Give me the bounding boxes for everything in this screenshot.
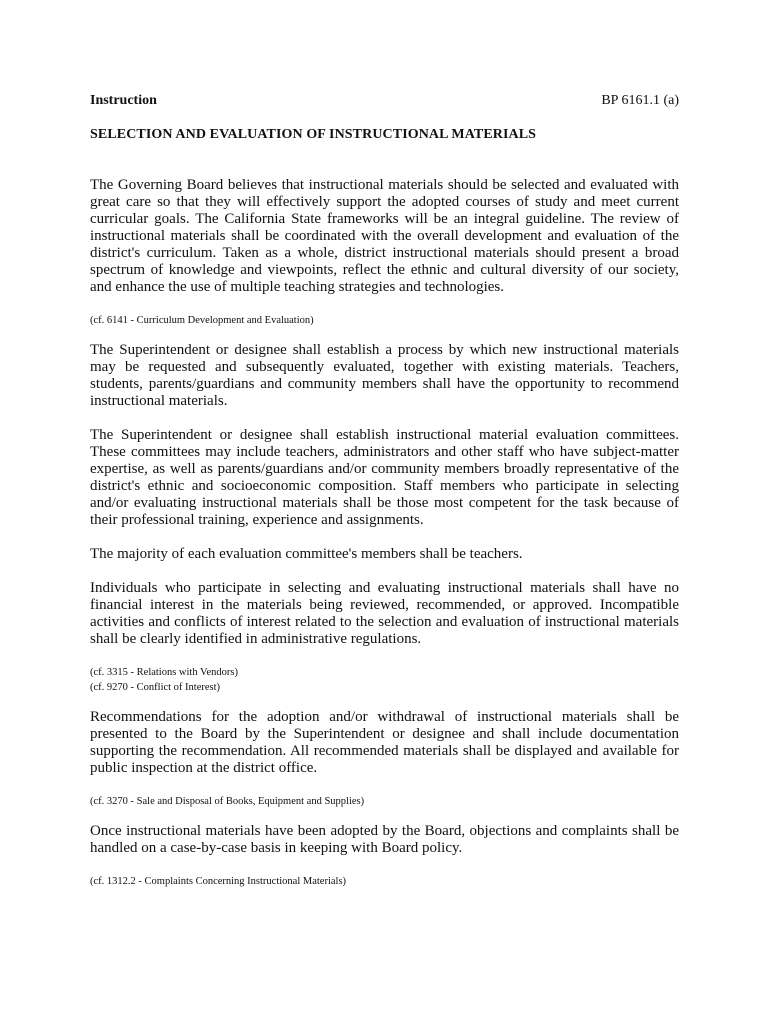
- paragraph-complaints: Once instructional materials have been adopted by the Board, objections and complaints shall be handled on a case-by-case basis in keeping with Board policy.: [90, 823, 679, 856]
- paragraph-recommendations: Recommendations for the adoption and/or withdrawal of instructional materials shall be presented to the Board by the Superintendent or designee and shall include documentation supporting the recommendation. All recommended materials shall be displayed and available for public inspection at the district office.: [90, 709, 679, 776]
- reference-curriculum: [90, 313, 679, 328]
- document-title: SELECTION AND EVALUATION OF INSTRUCTIONAL MATERIALS: [90, 127, 537, 142]
- policy-page: [90, 92, 679, 889]
- section-label: Instruction: [90, 93, 157, 108]
- reference-line: (cf. 3270 - Sale and Disposal of Books, Equipment and Supplies): [90, 796, 365, 807]
- reference-sale-disposal: [90, 794, 679, 809]
- reference-complaints: [90, 874, 679, 889]
- paragraph-majority-teachers: The majority of each evaluation committee's members shall be teachers.: [90, 546, 523, 562]
- paragraph-committees: The Superintendent or designee shall establish instructional material evaluation committees. These committees may include teachers, administrators and other staff who have subject-matter expertise, as well as parents/guardians and/or community members broadly representative of the district's ethnic and socioeconomic composition. Staff members who participate in selecting and/or evaluating instructional materials shall be those most competent for the task because of their professional training, experience and assignments.: [90, 427, 679, 528]
- paragraph-request-process: The Superintendent or designee shall establish a process by which new instructional materials may be requested and subsequently evaluated, together with existing materials. Teachers, students, parents/guardians and community members shall have the opportunity to recommend instructional materials.: [90, 342, 679, 409]
- reference-line: (cf. 9270 - Conflict of Interest): [90, 682, 221, 693]
- paragraph-financial-interest: Individuals who participate in selecting and evaluating instructional materials shall have no financial interest in the materials being reviewed, recommended, or approved. Incompatible activities and conflicts of interest related to the selection and evaluation of instructional materials shall be clearly identified in administrative regulations.: [90, 580, 679, 647]
- reference-line: (cf. 3315 - Relations with Vendors): [90, 667, 238, 678]
- reference-line: (cf. 1312.2 - Complaints Concerning Instructional Materials): [90, 876, 347, 887]
- policy-code: BP 6161.1 (a): [601, 93, 679, 108]
- page-header: [90, 92, 679, 109]
- paragraph-board-beliefs: The Governing Board believes that instructional materials should be selected and evaluated with great care so that they will effectively support the adopted courses of study and meet current curricular goals. The California State frameworks will be an integral guideline. The review of instructional materials shall be coordinated with the overall development and evaluation of the district's curriculum. Taken as a whole, district instructional materials should present a broad spectrum of knowledge and viewpoints, reflect the ethnic and cultural diversity of our society, and enhance the use of multiple teaching strategies and technologies.: [90, 177, 679, 295]
- reference-vendors-conflict: [90, 665, 679, 695]
- reference-line: (cf. 6141 - Curriculum Development and Evaluation): [90, 315, 314, 326]
